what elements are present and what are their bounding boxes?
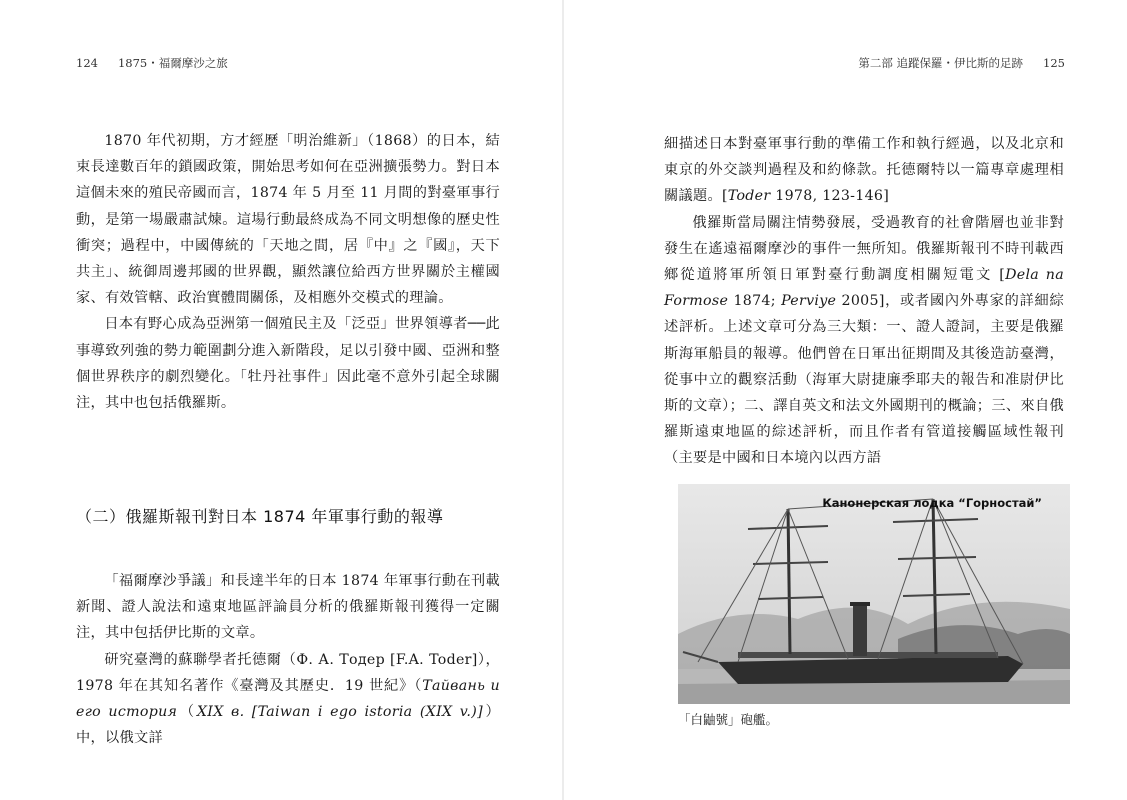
chapter-title: 追蹤保羅・伊比斯的足跡 bbox=[896, 56, 1024, 70]
part-label: 第二部 bbox=[858, 56, 893, 70]
left-body-top bbox=[76, 128, 500, 416]
left-page bbox=[0, 0, 563, 800]
paragraph: 「福爾摩沙爭議」和長達半年的日本 1874 年軍事行動在刊載新聞、證人說法和遠東地區評論員分析的俄羅斯報刊獲得一定關注，其中包括伊比斯的文章。 bbox=[76, 573, 500, 642]
paragraph: 細描述日本對臺軍事行動的準備工作和執行經過，以及北京和東京的外交談判過程及和約條款。托德爾特以一篇專章處理相關議題。[Toder 1978, 123-146] bbox=[664, 136, 1064, 205]
left-running-head bbox=[76, 55, 228, 71]
paragraph: 研究臺灣的蘇聯學者托德爾（Ф. А. Тодер [F.A. Toder]），1978 年在其知名著作《臺灣及其歷史．19 世紀》（Тайвань и его история（XIX в. [Taiwan i ego istoria (XIX v.)]）中，以俄文詳 bbox=[76, 651, 500, 747]
paragraph: 俄羅斯當局關注情勢發展，受過教育的社會階層也並非對發生在遙遠福爾摩沙的事件一無所知。俄羅斯報刊不時刊載西鄉從道將軍所領日軍對臺行動調度相關短電文 [Dela na Formose 1874; Perviye 2005]，或者國內外專家的詳細綜述評析。上述文章可分為三大類：一、證人證詞，主要是俄羅斯海軍船員的報導。他們曾在日軍出征期間及其後造訪臺灣，從事中立的觀察活動（海軍大尉捷廉季耶夫的報告和准尉伊比斯的文章）；二、譯自英文和法文外國期刊的概論；三、來自俄羅斯遠東地區的綜述評析，而且作者有管道接觸區域性報刊（主要是中國和日本境內以西方語 bbox=[664, 214, 1064, 467]
gunboat-photo bbox=[678, 484, 1070, 704]
photo-label: Канонерская лодка “Горностай” bbox=[822, 496, 1042, 510]
ship-illustration bbox=[678, 484, 1070, 704]
left-page-number: 124 bbox=[76, 56, 98, 70]
right-body bbox=[664, 131, 1064, 472]
left-body-bottom bbox=[76, 568, 500, 751]
right-running-head bbox=[858, 55, 1065, 71]
section-heading: （二）俄羅斯報刊對日本 1874 年軍事行動的報導 bbox=[76, 507, 444, 526]
paragraph: 1870 年代初期，方才經歷「明治維新」（1868）的日本，結束長達數百年的鎖國政策，開始思考如何在亞洲擴張勢力。對日本這個未來的殖民帝國而言，1874 年 5 月至 11 月間的對臺軍事行動，是第一場嚴肅試煉。這場行動最終成為不同文明想像的歷史性衝突；過程中，中國傳統的「天地之間，居『中』之『國』，天下共主」、統御周邊邦國的世界觀，顯然讓位給西方世界關於主權國家、有效管轄、政治實體間關係，及相應外交模式的理論。 bbox=[76, 133, 500, 307]
photo-caption: 「白鼬號」砲艦。 bbox=[678, 712, 779, 727]
paragraph: 日本有野心成為亞洲第一個殖民主及「泛亞」世界領導者──此事導致列強的勢力範圍劃分進入新階段，足以引發中國、亞洲和整個世界秩序的劇烈變化。「牡丹社事件」因此毫不意外引起全球關注，其中也包括俄羅斯。 bbox=[76, 316, 500, 412]
book-title: 1875・福爾摩沙之旅 bbox=[117, 56, 228, 70]
right-page-number: 125 bbox=[1043, 56, 1065, 70]
